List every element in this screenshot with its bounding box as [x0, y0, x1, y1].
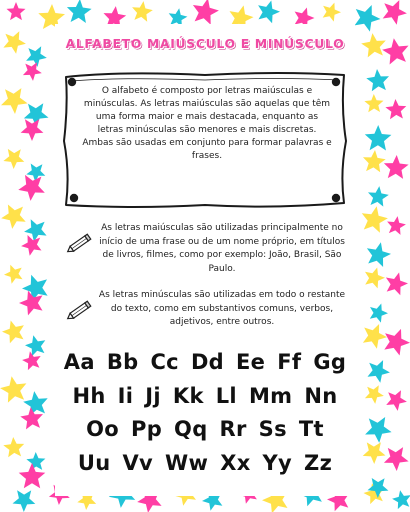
letter-pair: Ii: [117, 383, 134, 408]
letter-pair: Ss: [258, 417, 287, 441]
letter-pair: Xx: [220, 450, 251, 475]
note-lowercase-text: As letras minúsculas são utilizadas em todo o restante do texto, como em substantivos comuns, verbos, adjetivos, entre outros.: [98, 290, 346, 327]
letter-pair: Uu: [77, 450, 111, 475]
letter-pair: Vv: [122, 450, 154, 475]
star-icon: [365, 417, 392, 443]
star-icon: [383, 0, 407, 25]
worksheet-page: [55, 24, 355, 496]
letter-pair: Gg: [313, 350, 347, 374]
star-icon: [362, 206, 388, 232]
letter-pair: Zz: [304, 450, 333, 475]
star-icon: [361, 33, 386, 57]
star-icon: [384, 329, 410, 356]
star-icon: [24, 219, 46, 242]
star-icon: [0, 376, 26, 402]
alphabet-grid: [55, 346, 355, 480]
letter-pair: Tt: [298, 417, 324, 441]
star-icon: [2, 321, 24, 344]
letter-pair: Cc: [150, 350, 179, 374]
letter-pair: Pp: [131, 417, 163, 441]
letter-pair: Jj: [145, 383, 161, 408]
star-icon: [23, 62, 42, 81]
letter-pair: Ll: [215, 383, 237, 408]
star-icon: [365, 268, 385, 289]
star-icon: [365, 385, 384, 404]
star-icon: [366, 69, 389, 91]
letter-pair: Yy: [262, 450, 293, 475]
alphabet-row: [55, 380, 355, 412]
star-icon: [193, 0, 219, 25]
letter-pair: Oo: [86, 417, 120, 441]
star-icon: [386, 390, 407, 411]
star-icon: [323, 3, 341, 22]
star-icon: [18, 175, 45, 201]
letter-pair: Ff: [277, 350, 302, 374]
pencil-icon: [65, 295, 95, 325]
letter-pair: Qq: [174, 417, 208, 441]
star-icon: [364, 94, 383, 112]
star-icon: [3, 149, 24, 169]
letter-pair: Nn: [304, 383, 338, 408]
star-icon: [1, 205, 26, 229]
letter-pair: Ee: [236, 350, 266, 374]
star-icon: [1, 88, 28, 114]
star-icon: [132, 1, 153, 22]
star-icon: [23, 391, 48, 415]
star-icon: [4, 265, 23, 284]
star-icon: [3, 31, 26, 54]
page-title: ALFABETO MAIÚSCULO E MINÚSCULO: [65, 36, 345, 51]
star-icon: [13, 490, 36, 512]
star-icon: [67, 0, 92, 23]
star-icon: [21, 119, 44, 141]
star-icon: [258, 1, 280, 24]
letter-pair: Hh: [72, 383, 106, 408]
note-uppercase-text: As letras maiúsculas são utilizadas principalmente no início de uma frase ou de um nome próprio, em títulos de livros, filmes, como por exemplo: João, Brasil, São Paulo.: [99, 223, 345, 274]
star-icon: [363, 324, 387, 349]
star-icon: [384, 155, 409, 179]
star-icon: [21, 235, 41, 256]
star-icon: [22, 351, 41, 370]
alphabet-row: [55, 413, 355, 445]
letter-pair: Ww: [165, 450, 209, 475]
star-icon: [365, 125, 392, 151]
letter-pair: Dd: [190, 350, 225, 374]
letter-pair: Rr: [219, 417, 247, 441]
note-lowercase: [55, 289, 355, 337]
pencil-icon: [65, 228, 95, 258]
star-icon: [3, 437, 24, 457]
star-icon: [25, 335, 45, 356]
star-icon: [19, 291, 43, 316]
star-icon: [370, 304, 388, 323]
letter-pair: Mm: [248, 383, 293, 408]
letter-pair: Aa: [63, 350, 95, 374]
star-icon: [387, 216, 406, 235]
alphabet-row: [55, 447, 355, 479]
star-icon: [367, 242, 391, 267]
intro-text: O alfabeto é composto por letras maiúsculas e minúsculas. As letras maiúsculas são aquelas que têm uma forma maior e mais destacada, enquanto as letras minúsculas são menores e mais discretas. Ambas são usadas em conjunto para formar palavras e frases.: [82, 86, 332, 161]
star-icon: [368, 186, 389, 207]
star-icon: [355, 5, 381, 32]
star-icon: [384, 447, 409, 471]
star-icon: [382, 38, 408, 64]
note-uppercase: [55, 222, 355, 274]
alphabet-row: [55, 346, 355, 378]
letter-pair: Bb: [106, 350, 139, 374]
star-icon: [385, 99, 406, 119]
star-icon: [7, 2, 26, 20]
intro-paper-box: [60, 69, 350, 211]
star-icon: [363, 150, 386, 172]
star-icon: [392, 490, 410, 509]
star-icon: [26, 452, 45, 470]
star-icon: [368, 360, 390, 383]
star-icon: [363, 442, 386, 464]
letter-pair: Kk: [172, 383, 204, 408]
star-icon: [386, 272, 408, 295]
